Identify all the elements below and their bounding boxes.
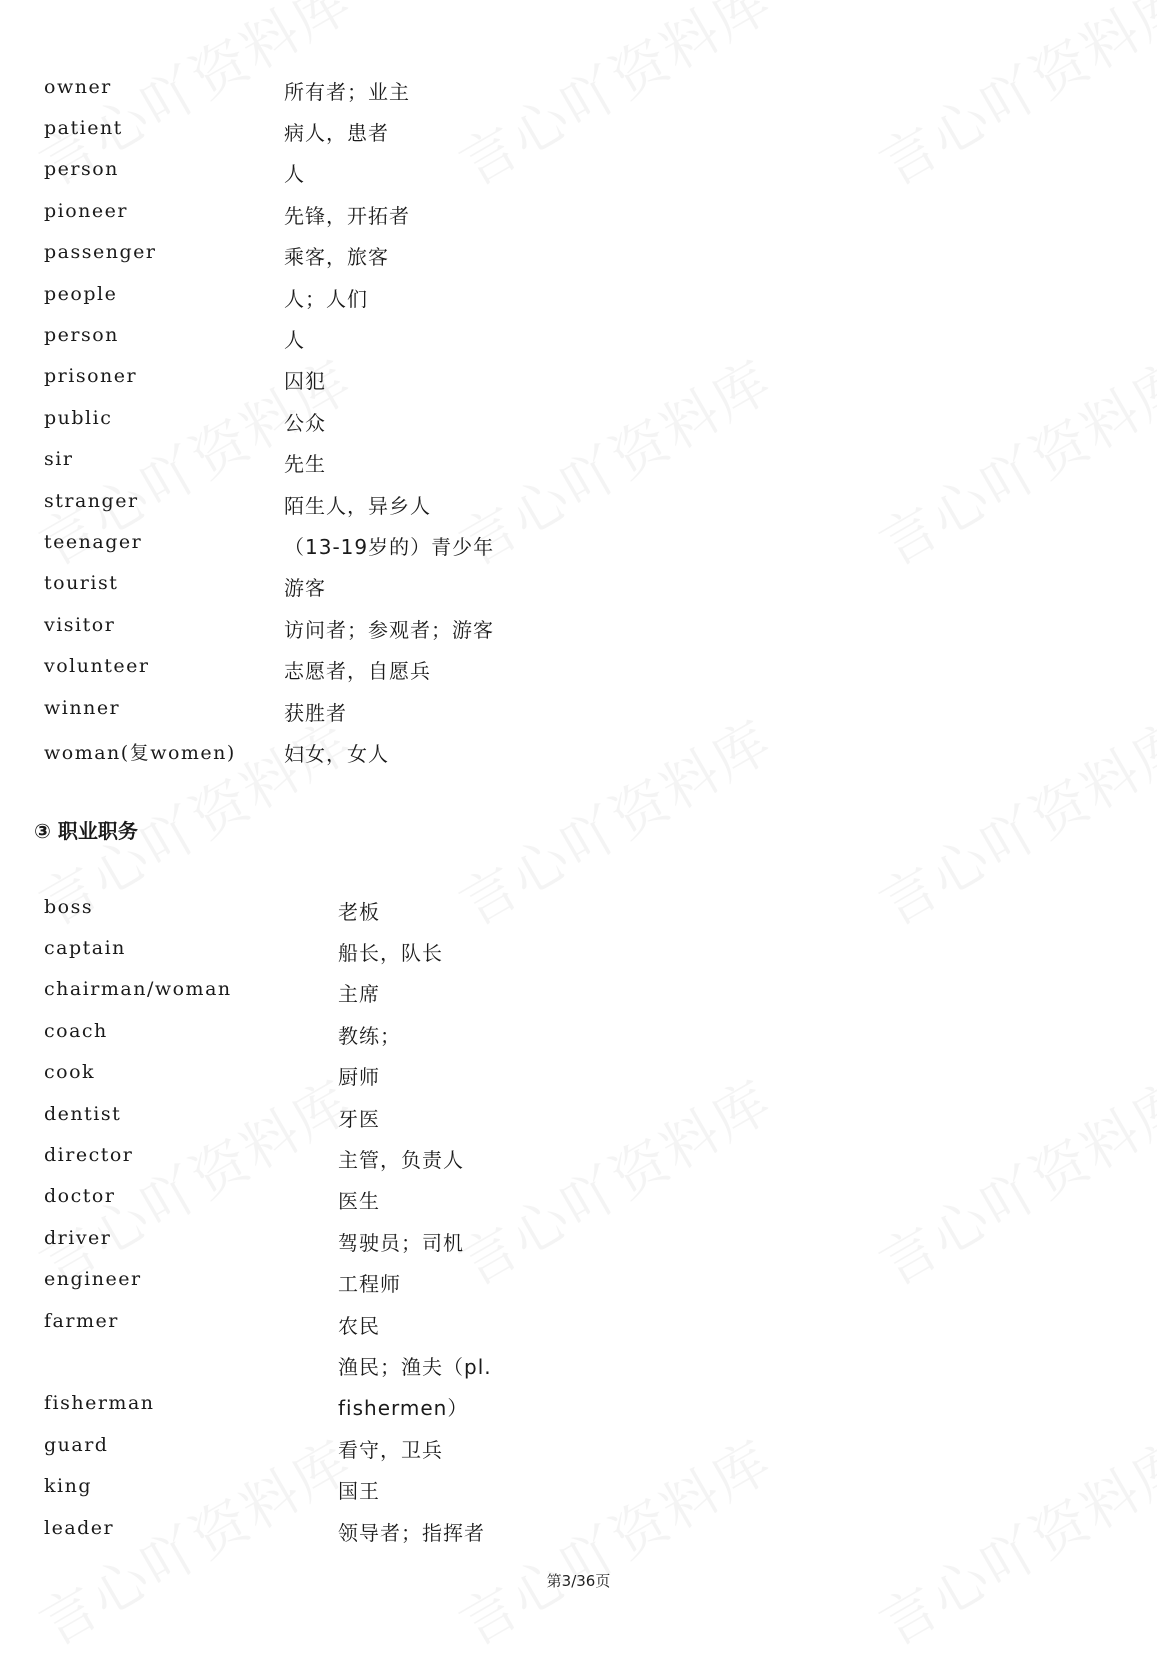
english-word: king (44, 1475, 92, 1497)
english-word: coach (44, 1020, 108, 1042)
english-word: leader (44, 1517, 115, 1539)
vocab-row (0, 407, 900, 437)
english-word: pioneer (44, 200, 128, 222)
chinese-meaning: 乘客，旅客 (284, 245, 389, 269)
vocab-row (0, 572, 900, 602)
english-word: boss (44, 896, 94, 918)
watermark (23, 1058, 364, 1301)
watermark (863, 698, 1157, 941)
chinese-meaning: 领导者；指挥者 (338, 1521, 485, 1545)
chinese-meaning: 看守，卫兵 (338, 1438, 443, 1462)
english-word: sir (44, 448, 74, 470)
vocab-row (0, 200, 900, 230)
vocab-row (0, 117, 900, 147)
chinese-meaning: （13-19岁的）青少年 (284, 535, 495, 559)
chinese-meaning: 主席 (338, 982, 380, 1006)
watermark (863, 338, 1157, 581)
chinese-meaning: 农民 (338, 1314, 380, 1338)
english-word: prisoner (44, 365, 138, 387)
watermark (863, 0, 1157, 202)
chinese-meaning: 牙医 (338, 1107, 380, 1131)
vocab-row (0, 1310, 900, 1340)
chinese-meaning: 公众 (284, 411, 326, 435)
english-word: public (44, 407, 113, 429)
page-number: 第3/36页 (546, 1572, 611, 1590)
english-word: driver (44, 1227, 112, 1249)
english-word: captain (44, 937, 126, 959)
vocab-row (0, 614, 900, 644)
vocab-row (0, 241, 900, 271)
vocab-row (0, 697, 900, 727)
vocab-row (0, 1227, 900, 1257)
vocab-row (0, 738, 900, 768)
english-word: volunteer (44, 655, 150, 677)
vocab-row (0, 1268, 900, 1298)
vocab-row (0, 1475, 900, 1505)
english-word: stranger (44, 490, 139, 512)
english-word: winner (44, 697, 121, 719)
chinese-meaning: 所有者；业主 (284, 80, 410, 104)
chinese-meaning: 获胜者 (284, 701, 347, 725)
english-word: patient (44, 117, 123, 139)
chinese-meaning: 陌生人，异乡人 (284, 494, 431, 518)
section-heading: ③ 职业职务 (34, 819, 138, 843)
chinese-meaning: 主管，负责人 (338, 1148, 464, 1172)
vocab-row (0, 1351, 900, 1381)
chinese-meaning: 志愿者，自愿兵 (284, 659, 431, 683)
watermark (863, 1418, 1157, 1661)
vocab-row (0, 1434, 900, 1464)
english-word: farmer (44, 1310, 119, 1332)
english-word: tourist (44, 572, 119, 594)
chinese-meaning: 游客 (284, 576, 326, 600)
vocab-row (0, 1144, 900, 1174)
vocab-row (0, 76, 900, 106)
vocab-row (0, 896, 900, 926)
vocab-row (0, 490, 900, 520)
english-word: woman(复women) (44, 742, 236, 764)
watermark (443, 1058, 784, 1301)
english-word: person (44, 324, 119, 346)
chinese-meaning: 人；人们 (284, 287, 368, 311)
english-word: person (44, 158, 119, 180)
vocab-row (0, 937, 900, 967)
chinese-meaning: 囚犯 (284, 369, 326, 393)
chinese-meaning: 驾驶员；司机 (338, 1231, 464, 1255)
english-word: fisherman (44, 1392, 155, 1414)
english-word: guard (44, 1434, 109, 1456)
chinese-meaning: 人 (284, 162, 305, 186)
english-word: engineer (44, 1268, 142, 1290)
chinese-meaning: 船长，队长 (338, 941, 443, 965)
vocab-row (0, 1103, 900, 1133)
vocab-row (0, 283, 900, 313)
vocab-row (0, 1392, 900, 1422)
english-word: cook (44, 1061, 96, 1083)
chinese-meaning: 病人，患者 (284, 121, 389, 145)
chinese-meaning: 国王 (338, 1479, 380, 1503)
chinese-meaning: 老板 (338, 900, 380, 924)
english-word: people (44, 283, 118, 305)
vocab-row (0, 531, 900, 561)
chinese-meaning: fishermen） (338, 1396, 469, 1420)
watermark (863, 1058, 1157, 1301)
english-word: visitor (44, 614, 116, 636)
english-word: dentist (44, 1103, 122, 1125)
chinese-meaning: 医生 (338, 1189, 380, 1213)
english-word: director (44, 1144, 134, 1166)
chinese-meaning: 厨师 (338, 1065, 380, 1089)
chinese-meaning: 访问者；参观者；游客 (284, 618, 494, 642)
vocab-row (0, 978, 900, 1008)
chinese-meaning: 妇女，女人 (284, 742, 389, 766)
vocab-row (0, 1020, 900, 1050)
vocab-row (0, 1061, 900, 1091)
chinese-meaning: 人 (284, 328, 305, 352)
english-word: chairman/woman (44, 978, 232, 1000)
chinese-meaning: 先生 (284, 452, 326, 476)
vocab-row (0, 1185, 900, 1215)
vocab-row (0, 448, 900, 478)
vocab-row (0, 655, 900, 685)
english-word: owner (44, 76, 112, 98)
english-word: teenager (44, 531, 143, 553)
vocab-row (0, 365, 900, 395)
vocab-row (0, 324, 900, 354)
vocab-row (0, 158, 900, 188)
chinese-meaning: 工程师 (338, 1272, 401, 1296)
english-word: passenger (44, 241, 157, 263)
chinese-meaning: 渔民；渔夫（pl. (338, 1355, 492, 1379)
chinese-meaning: 教练； (338, 1024, 401, 1048)
english-word: doctor (44, 1185, 116, 1207)
vocab-row (0, 1517, 900, 1547)
chinese-meaning: 先锋，开拓者 (284, 204, 410, 228)
